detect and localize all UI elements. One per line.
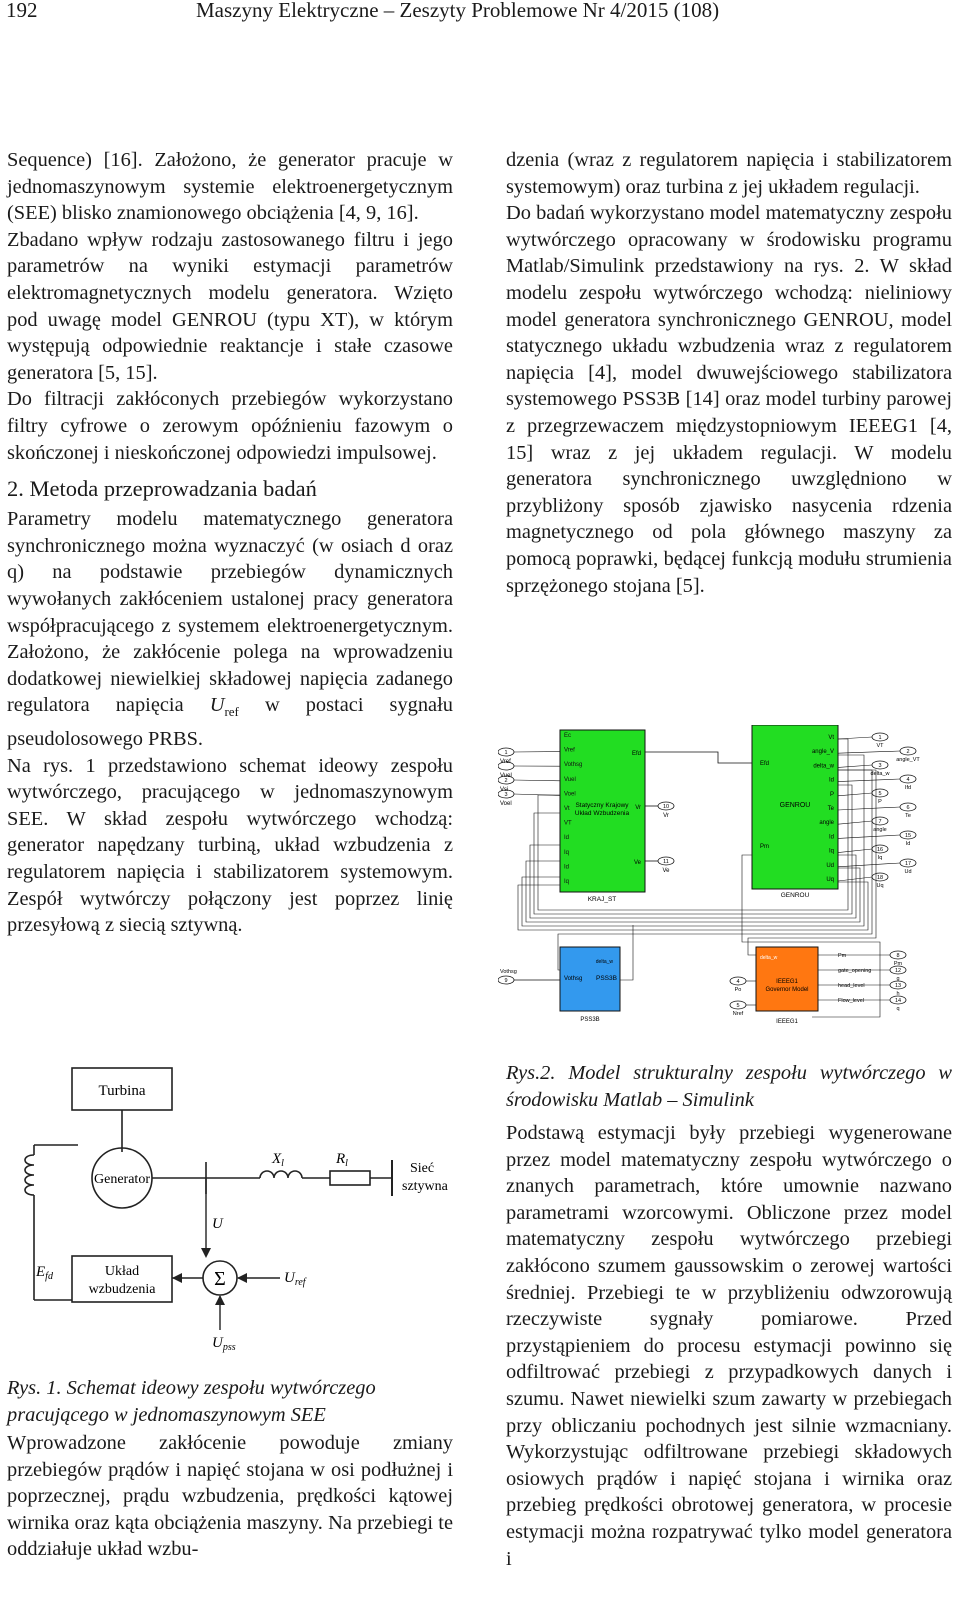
- genrou-output-label: Id: [828, 834, 834, 841]
- paragraph: Wprowadzone zakłócenie powoduje zmiany przebiegów prądów i napięć stojana w osi podłużnej i poprzecznej, prądu wzbudzenia, prędkości kątowej wirnika oraz kąta obciążenia maszyny. Na przebiegi te oddziałuje układ wzbu-: [7, 1432, 453, 1561]
- svg-text:Układ Wzbudzenia: Układ Wzbudzenia: [574, 810, 630, 817]
- svg-text:Statyczny Krajowy: Statyczny Krajowy: [575, 802, 629, 809]
- svg-text:Sieć: Sieć: [410, 1161, 435, 1176]
- paragraph: Podstawą estymacji były przebiegi wygenerowane przez model matematyczny zespołu wytwórczego o znanych parametrach, które umownie nazwano parametrami wzorcowymi. Obliczone przez model matematyczny zespołu wytwórczego przebiegi zakłócono szumem gaussowskim o zerowej wartości średniej. Przebiegi te w przybliżeniu odwzorowują rzeczywiste sygnały pomiarowe. Przed przystąpieniem do procesu estymacji powinno się odfiltrować przebiegi z przypadkowych danych i szumu. Nawet niewielki szum zawarty w przebiegach przy obliczaniu pochodnych jest silnie wzmacniany. Wykorzystując odfiltrowane przebiegi składowych osiowych prądów i napięć stojana i wirnika oraz przebieg prędkości obrotowej generatora, w procesie estymacji można rozpatrywać tylko model generatora i: [506, 1122, 952, 1570]
- outport-name: angle_VT: [896, 757, 920, 763]
- kraj-input-label: Id: [564, 864, 570, 871]
- svg-text:9: 9: [504, 978, 508, 984]
- kraj-input-label: VT: [564, 820, 572, 827]
- outport-name: angle: [873, 827, 887, 833]
- outport-name: Iq: [877, 855, 883, 861]
- figure-1-schematic: [0, 1060, 470, 1360]
- svg-text:Upss: $U_{pss}$: [212, 1335, 236, 1353]
- svg-text:PSS3B: PSS3B: [580, 1017, 600, 1023]
- outport-name: h: [896, 991, 900, 997]
- outport-number: 2: [906, 749, 910, 755]
- svg-text:PSS3B: PSS3B: [596, 975, 617, 982]
- svg-text:Vr: Vr: [635, 805, 641, 811]
- genrou-output-label: delta_w: [813, 763, 834, 770]
- kraj-input-label: Id: [564, 835, 570, 842]
- outport-number: 14: [894, 998, 902, 1004]
- outport-number: 18: [876, 875, 884, 881]
- generator-label: Generator: [94, 1172, 150, 1187]
- section-title: 2. Metoda przeprowadzania badań: [7, 476, 317, 502]
- genrou-output-label: angle_V: [811, 749, 834, 756]
- outport-number: 5: [878, 791, 882, 797]
- svg-text:Uref: $U_{ref}$: [284, 1270, 306, 1288]
- outport-number: 4: [906, 777, 910, 783]
- svg-text:IEEEG1: IEEEG1: [776, 979, 798, 985]
- svg-text:GENROU: GENROU: [780, 892, 810, 899]
- paragraph: Do badań wykorzystano model matematyczny zespołu wytwórczego opracowany w środowisku programu Matlab/Simulink przedstawiony na rys. 2. W skład modelu zespołu wytwórczego wchodzą: nieliniowy model generatora synchronicznego GENROU, model statycznego układu wzbudzenia wraz z regulatorem napięcia [4], model dwuwejściowego stabilizatora systemowego PSS3B [14] oraz model turbiny parowej z przegrzewaczem międzystopniowym IEEEG1 [4, 15] wraz z jej układem regulacji. W modelu generatora synchronicznego uwzględniono w przybliżony sposób zjawisko nasycenia rdzenia magnetycznego od pola głównego maszyny za pomocą poprawki, będącej funkcją modułu strumienia sprzężonego stojana [5].: [506, 202, 952, 597]
- svg-text:wzbudzenia: wzbudzenia: [88, 1282, 156, 1297]
- svg-text:Efd: $E_{fd}$: [36, 1264, 53, 1282]
- inport-number: 2: [504, 778, 508, 784]
- svg-text:delta_w: delta_w: [595, 959, 613, 965]
- outport-name: Id: [905, 841, 911, 847]
- genrou-output-label: P: [829, 791, 834, 798]
- signal-line: [838, 835, 900, 838]
- kraj-input-label: Vt: [564, 806, 570, 812]
- resistance-icon: [330, 1171, 370, 1185]
- outport-number: 13: [894, 983, 902, 989]
- svg-text:Xl: $X_l$: [272, 1151, 284, 1169]
- svg-text:GENROU: GENROU: [779, 802, 811, 809]
- genrou-output-label: Uq: [826, 877, 834, 883]
- paragraph: Na rys. 1 przedstawiono schemat ideowy zespołu wytwórczego, pracującego w jednomaszynowym SEE. W skład zespołu wytwórczego wchodzą: generator napędzany turbiną, układ wzbudzenia z regulatorem napięcia i stabilizatorem systemowym. Zespół wytwórczy połączony jest poprzez linię przesyłową z siecią sztywną.: [7, 754, 453, 937]
- outport-number: 7: [878, 819, 882, 825]
- right-column: [506, 147, 952, 599]
- genrou-output-label: Iq: [828, 848, 834, 855]
- svg-text:Efd: Efd: [631, 751, 641, 757]
- kraj-input-label: Iq: [564, 879, 570, 885]
- left-column: [7, 147, 453, 939]
- outport-number: 17: [904, 861, 912, 867]
- outport-name: VT: [876, 743, 884, 749]
- field-coil-icon: [25, 1155, 34, 1195]
- svg-text:Efd: Efd: [760, 761, 770, 767]
- outport-number: 16: [876, 847, 884, 853]
- signal-line: [838, 779, 900, 782]
- outport-name: Ud: [904, 869, 912, 875]
- governor-output-label: Pm: [838, 953, 847, 959]
- inport-name: Nref: [732, 1011, 744, 1017]
- governor-output-label: Flow_level: [838, 998, 864, 1004]
- svg-text:Rl: $R_l$: [336, 1151, 348, 1169]
- svg-text:delta_w: delta_w: [760, 955, 778, 961]
- kraj-input-label: Vuel: [564, 776, 576, 783]
- kraj-input-label: Ec: [564, 733, 572, 739]
- svg-text:IEEEG1: IEEEG1: [776, 1019, 798, 1025]
- inport-name: Po: [734, 987, 742, 993]
- paragraph: Parametry modelu matematycznego generatora synchronicznego można wyznaczyć (w osiach d oraz q) na podstawie przebiegów dynamicznych wywołanych zakłóceniem ustalonej pracy generatora współpracującego z systemem elektroenergetycznym. Założono, że zakłócenie polega na wprowadzeniu dodatkowej niewielkiej składowej napięcia zadanego regulatora napięcia $U_{ref}$ w postaci sygnału pseudolosowego PRBS.: [7, 508, 453, 750]
- outport-number: 1: [878, 735, 882, 741]
- signal-line: [838, 807, 900, 810]
- outport-name: Ifd: [904, 785, 912, 791]
- outport-name: Pm: [893, 961, 903, 967]
- outport-number: 8: [896, 953, 900, 959]
- paragraph: Do filtracji zakłóconych przebiegów wykorzystano filtry cyfrowe o zerowym opóźnieniu fazowym o skończonej i nieskończonej odpowiedzi impulsowej.: [7, 388, 453, 464]
- paragraph: Sequence) [16]. Założono, że generator pracuje w jednomaszynowym systemie elektroenergetycznym (SEE) blisko znamionowego obciążenia [4, 9, 16].: [7, 149, 453, 225]
- inport-number: 3: [504, 792, 508, 798]
- inport-name: Voel: [500, 801, 512, 807]
- outport-name: Uq: [876, 883, 884, 889]
- outport-number: 6: [906, 805, 910, 811]
- genrou-output-label: Id: [828, 777, 834, 784]
- paragraph: dzenia (wraz z regulatorem napięcia i stabilizatorem systemowym) oraz turbina z jej układem regulacji.: [506, 149, 952, 198]
- inport-number: 5: [736, 1003, 740, 1009]
- genrou-output-label: angle: [819, 820, 834, 827]
- inport-name: Vuel: [500, 773, 512, 779]
- outport-name: Te: [905, 813, 911, 819]
- signal-line: [838, 849, 872, 853]
- outport-name: q: [896, 1006, 900, 1012]
- svg-text:Σ: Σ: [214, 1268, 226, 1290]
- journal-title: Maszyny Elektryczne – Zeszyty Problemowe Nr 4/2015 (108): [196, 0, 720, 22]
- outport-name: g: [896, 976, 900, 982]
- turbina-label: Turbina: [98, 1083, 146, 1099]
- outport-name: delta_w: [870, 771, 890, 777]
- svg-text:Governor Model: Governor Model: [765, 987, 809, 993]
- kraj-input-label: Voel: [564, 791, 576, 798]
- genrou-output-label: Te: [827, 806, 834, 812]
- page-number: 192: [6, 0, 38, 22]
- genrou-output-label: Vt: [828, 735, 834, 741]
- svg-text:sztywna: sztywna: [402, 1179, 448, 1194]
- figure-1-caption: Rys. 1. Schemat ideowy zespołu wytwórczego pracującego w jednomaszynowym SEE: [7, 1377, 376, 1426]
- reactance-icon: [260, 1171, 302, 1178]
- svg-text:11: 11: [663, 859, 669, 865]
- inport-name: Vsi: [500, 787, 509, 793]
- svg-text:KRAJ_ST: KRAJ_ST: [587, 896, 617, 903]
- kraj-input-label: Vothsg: [564, 762, 583, 769]
- signal-line: [838, 751, 900, 753]
- svg-text:Ve: Ve: [633, 860, 641, 866]
- kraj-input-label: Vref: [564, 747, 575, 754]
- outport-number: 3: [878, 763, 882, 769]
- governor-output-label: gate_opening: [838, 968, 872, 974]
- page-header: [0, 0, 960, 30]
- signal-line: [514, 780, 560, 781]
- svg-text:Vothsg: Vothsg: [500, 969, 517, 975]
- right-column-tail: [506, 1120, 952, 1572]
- signal-line: [838, 877, 872, 881]
- kraj-input-label: Iq: [564, 849, 570, 856]
- governor-output-label: head_level: [838, 983, 865, 989]
- svg-text:Ve: Ve: [662, 868, 670, 874]
- signal-line: [838, 793, 872, 796]
- inport-number: 1: [504, 750, 508, 756]
- figure-2-caption: Rys.2. Model strukturalny zespołu wytwórczego w środowisku Matlab – Simulink: [506, 1062, 952, 1111]
- paragraph: Zbadano wpływ rodzaju zastosowanego filtru i jego parametrów na wyniki estymacji parametrów elektromagnetycznych modelu generatora. Wzięto pod uwagę model GENROU (typu XT), w którym występują odpowiednie reaktancje i stałe czasowe generatora [5, 15].: [7, 228, 453, 384]
- inport-number: 4: [736, 979, 740, 985]
- svg-text:Pm: Pm: [760, 844, 769, 850]
- genrou-output-label: Ud: [826, 862, 834, 869]
- svg-text:U: U: [212, 1216, 223, 1232]
- figure-2-simulink-model: [498, 725, 956, 1060]
- signal-line: [838, 863, 900, 867]
- outport-number: 15: [904, 833, 912, 839]
- inport-name: Vref: [500, 759, 511, 765]
- left-column-tail: [7, 1430, 453, 1563]
- outport-number: 12: [894, 968, 902, 974]
- svg-text:Vr: Vr: [663, 813, 669, 819]
- svg-text:Układ: Układ: [104, 1264, 140, 1279]
- signal-line: [838, 821, 872, 824]
- svg-text:Vothsg: Vothsg: [564, 976, 583, 982]
- outport-name: P: [878, 799, 882, 805]
- svg-text:10: 10: [662, 804, 670, 810]
- signal-line: [838, 765, 872, 767]
